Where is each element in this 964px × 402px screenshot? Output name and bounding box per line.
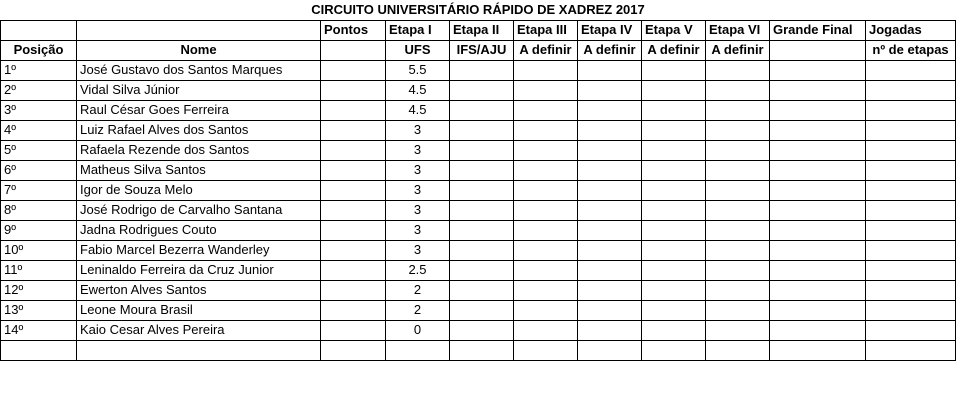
empty-cell	[514, 200, 578, 220]
position-cell: 13º	[1, 300, 77, 320]
empty-cell	[866, 280, 956, 300]
empty-cell	[706, 120, 770, 140]
stage-1-score-cell: 3	[386, 180, 450, 200]
stage-header-row	[1, 20, 956, 40]
stage-1-score-cell: 4.5	[386, 80, 450, 100]
empty-cell	[578, 140, 642, 160]
empty-cell	[866, 140, 956, 160]
stage-1-score-cell: 2.5	[386, 260, 450, 280]
position-cell: 9º	[1, 220, 77, 240]
empty-cell	[866, 180, 956, 200]
empty-cell	[514, 160, 578, 180]
empty-cell	[866, 120, 956, 140]
empty-cell	[642, 120, 706, 140]
header-empty-cell	[1, 20, 77, 40]
empty-cell	[770, 240, 866, 260]
empty-cell	[706, 80, 770, 100]
empty-cell	[770, 60, 866, 80]
empty-cell	[770, 260, 866, 280]
name-cell: Ewerton Alves Santos	[77, 280, 321, 300]
empty-cell	[321, 160, 386, 180]
header-points: Pontos	[321, 20, 386, 40]
empty-cell	[514, 120, 578, 140]
empty-cell	[642, 300, 706, 320]
header-empty-cell	[321, 40, 386, 60]
stage-1-score-cell: 4.5	[386, 100, 450, 120]
stage-1-score-cell: 3	[386, 140, 450, 160]
empty-cell	[514, 180, 578, 200]
empty-cell	[770, 300, 866, 320]
stage-1-score-cell: 2	[386, 280, 450, 300]
empty-cell	[514, 320, 578, 340]
empty-cell	[450, 80, 514, 100]
location-stage-1: UFS	[386, 40, 450, 60]
empty-cell	[770, 200, 866, 220]
empty-cell	[321, 340, 386, 360]
stage-1-score-cell: 3	[386, 120, 450, 140]
position-cell: 10º	[1, 240, 77, 260]
header-stage-5: Etapa V	[642, 20, 706, 40]
empty-cell	[578, 220, 642, 240]
table-row	[1, 180, 956, 200]
empty-cell	[706, 160, 770, 180]
empty-cell	[514, 60, 578, 80]
empty-cell	[578, 280, 642, 300]
empty-cell	[770, 180, 866, 200]
empty-cell	[321, 240, 386, 260]
empty-cell	[770, 220, 866, 240]
header-empty-cell	[77, 20, 321, 40]
empty-cell	[706, 100, 770, 120]
name-cell: Leone Moura Brasil	[77, 300, 321, 320]
empty-cell	[706, 240, 770, 260]
position-cell: 6º	[1, 160, 77, 180]
empty-cell	[706, 320, 770, 340]
empty-cell	[706, 180, 770, 200]
empty-cell	[770, 320, 866, 340]
name-cell: Igor de Souza Melo	[77, 180, 321, 200]
empty-cell	[642, 240, 706, 260]
name-cell: Vidal Silva Júnior	[77, 80, 321, 100]
empty-cell	[450, 120, 514, 140]
stage-1-score-cell: 5.5	[386, 60, 450, 80]
empty-cell	[578, 160, 642, 180]
position-cell: 4º	[1, 120, 77, 140]
empty-cell	[642, 80, 706, 100]
table-row	[1, 260, 956, 280]
empty-cell	[770, 140, 866, 160]
empty-cell	[450, 140, 514, 160]
header-stage-1: Etapa I	[386, 20, 450, 40]
empty-cell	[706, 60, 770, 80]
empty-cell	[321, 320, 386, 340]
table-row	[1, 280, 956, 300]
empty-cell	[450, 180, 514, 200]
empty-cell	[642, 140, 706, 160]
empty-cell	[578, 340, 642, 360]
empty-cell	[706, 300, 770, 320]
empty-cell	[866, 300, 956, 320]
stage-1-score-cell	[386, 340, 450, 360]
stage-1-score-cell: 2	[386, 300, 450, 320]
empty-cell	[866, 80, 956, 100]
empty-cell	[321, 220, 386, 240]
empty-cell	[450, 160, 514, 180]
name-cell	[77, 340, 321, 360]
position-cell	[1, 340, 77, 360]
name-cell: Fabio Marcel Bezerra Wanderley	[77, 240, 321, 260]
empty-cell	[321, 80, 386, 100]
stage-1-score-cell: 0	[386, 320, 450, 340]
empty-cell	[770, 100, 866, 120]
table-row	[1, 100, 956, 120]
location-stage-4: A definir	[578, 40, 642, 60]
stage-1-score-cell: 3	[386, 240, 450, 260]
empty-cell	[321, 280, 386, 300]
empty-cell	[642, 320, 706, 340]
empty-cell	[770, 80, 866, 100]
empty-cell	[642, 160, 706, 180]
empty-cell	[450, 300, 514, 320]
header-played-sub: nº de etapas	[866, 40, 956, 60]
empty-cell	[450, 280, 514, 300]
table-row	[1, 340, 956, 360]
empty-cell	[642, 220, 706, 240]
empty-cell	[770, 280, 866, 300]
empty-cell	[642, 340, 706, 360]
header-position: Posição	[1, 40, 77, 60]
table-row	[1, 60, 956, 80]
table-row	[1, 240, 956, 260]
location-grand-final	[770, 40, 866, 60]
empty-cell	[866, 160, 956, 180]
position-cell: 12º	[1, 280, 77, 300]
empty-cell	[321, 180, 386, 200]
table-row	[1, 80, 956, 100]
empty-cell	[578, 300, 642, 320]
header-stage-6: Etapa VI	[706, 20, 770, 40]
empty-cell	[514, 240, 578, 260]
empty-cell	[866, 100, 956, 120]
empty-cell	[706, 220, 770, 240]
empty-cell	[321, 300, 386, 320]
empty-cell	[642, 260, 706, 280]
position-cell: 14º	[1, 320, 77, 340]
empty-cell	[866, 340, 956, 360]
header-name: Nome	[77, 40, 321, 60]
empty-cell	[578, 80, 642, 100]
title-row	[1, 0, 956, 20]
empty-cell	[866, 200, 956, 220]
name-cell: Leninaldo Ferreira da Cruz Junior	[77, 260, 321, 280]
empty-cell	[642, 100, 706, 120]
table-row	[1, 140, 956, 160]
table-row	[1, 160, 956, 180]
position-cell: 7º	[1, 180, 77, 200]
position-cell: 1º	[1, 60, 77, 80]
empty-cell	[866, 220, 956, 240]
table-row	[1, 120, 956, 140]
stage-1-score-cell: 3	[386, 220, 450, 240]
header-stage-4: Etapa IV	[578, 20, 642, 40]
empty-cell	[578, 260, 642, 280]
location-stage-6: A definir	[706, 40, 770, 60]
empty-cell	[450, 240, 514, 260]
empty-cell	[321, 260, 386, 280]
empty-cell	[770, 160, 866, 180]
name-cell: José Rodrigo de Carvalho Santana	[77, 200, 321, 220]
empty-cell	[642, 280, 706, 300]
location-stage-5: A definir	[642, 40, 706, 60]
header-stage-2: Etapa II	[450, 20, 514, 40]
table-row	[1, 320, 956, 340]
empty-cell	[450, 200, 514, 220]
empty-cell	[578, 240, 642, 260]
empty-cell	[770, 340, 866, 360]
empty-cell	[706, 280, 770, 300]
empty-cell	[450, 320, 514, 340]
empty-cell	[642, 180, 706, 200]
empty-cell	[642, 60, 706, 80]
header-stage-3: Etapa III	[514, 20, 578, 40]
name-cell: José Gustavo dos Santos Marques	[77, 60, 321, 80]
location-stage-2: IFS/AJU	[450, 40, 514, 60]
empty-cell	[706, 140, 770, 160]
position-cell: 3º	[1, 100, 77, 120]
position-cell: 8º	[1, 200, 77, 220]
stage-1-score-cell: 3	[386, 160, 450, 180]
subheader-row	[1, 40, 956, 60]
empty-cell	[514, 340, 578, 360]
empty-cell	[578, 180, 642, 200]
empty-cell	[450, 60, 514, 80]
empty-cell	[706, 200, 770, 220]
position-cell: 2º	[1, 80, 77, 100]
empty-cell	[321, 60, 386, 80]
table-row	[1, 220, 956, 240]
table-row	[1, 300, 956, 320]
empty-cell	[450, 260, 514, 280]
empty-cell	[514, 260, 578, 280]
empty-cell	[578, 100, 642, 120]
empty-cell	[450, 340, 514, 360]
empty-cell	[578, 320, 642, 340]
empty-cell	[321, 140, 386, 160]
empty-cell	[642, 200, 706, 220]
empty-cell	[514, 300, 578, 320]
name-cell: Kaio Cesar Alves Pereira	[77, 320, 321, 340]
empty-cell	[450, 100, 514, 120]
stage-1-score-cell: 3	[386, 200, 450, 220]
empty-cell	[770, 120, 866, 140]
position-cell: 11º	[1, 260, 77, 280]
table-row	[1, 200, 956, 220]
empty-cell	[578, 60, 642, 80]
empty-cell	[321, 200, 386, 220]
position-cell: 5º	[1, 140, 77, 160]
header-played: Jogadas	[866, 20, 956, 40]
empty-cell	[866, 240, 956, 260]
empty-cell	[450, 220, 514, 240]
empty-cell	[866, 320, 956, 340]
empty-cell	[321, 100, 386, 120]
empty-cell	[321, 120, 386, 140]
empty-cell	[514, 100, 578, 120]
empty-cell	[514, 220, 578, 240]
empty-cell	[706, 260, 770, 280]
name-cell: Raul César Goes Ferreira	[77, 100, 321, 120]
name-cell: Rafaela Rezende dos Santos	[77, 140, 321, 160]
empty-cell	[866, 60, 956, 80]
sheet-title: CIRCUITO UNIVERSITÁRIO RÁPIDO DE XADREZ 2017	[311, 1, 645, 17]
empty-cell	[514, 280, 578, 300]
name-cell: Luiz Rafael Alves dos Santos	[77, 120, 321, 140]
empty-cell	[866, 260, 956, 280]
empty-cell	[514, 140, 578, 160]
location-stage-3: A definir	[514, 40, 578, 60]
header-grand-final: Grande Final	[770, 20, 866, 40]
empty-cell	[578, 120, 642, 140]
empty-cell	[578, 200, 642, 220]
empty-cell	[706, 340, 770, 360]
empty-cell	[514, 80, 578, 100]
name-cell: Matheus Silva Santos	[77, 160, 321, 180]
name-cell: Jadna Rodrigues Couto	[77, 220, 321, 240]
